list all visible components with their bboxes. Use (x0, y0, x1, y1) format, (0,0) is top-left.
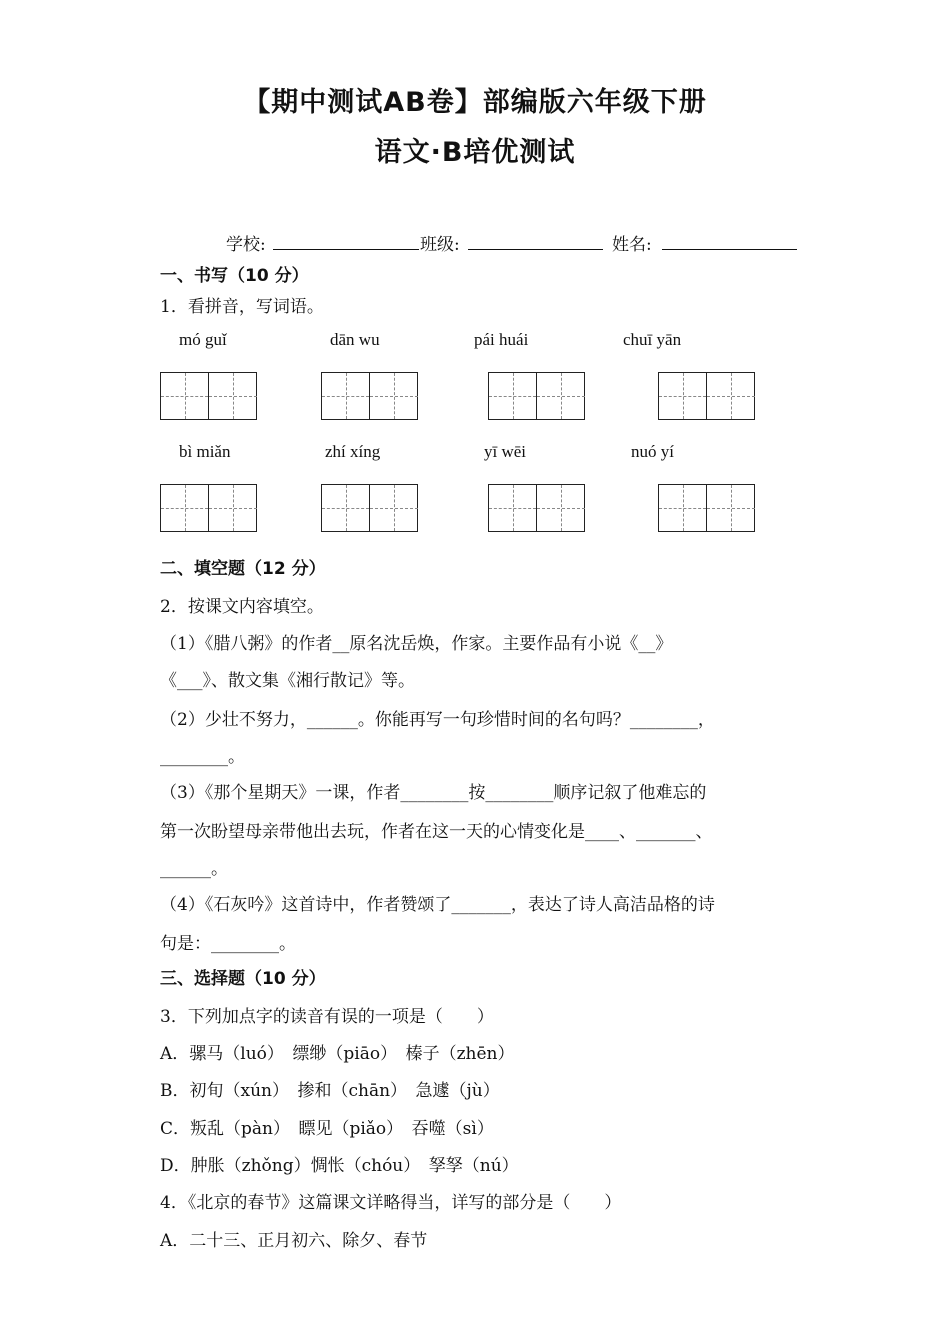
pinyin-2: dān wu (330, 330, 380, 349)
fill-line-6: 第一次盼望母亲带他出去玩，作者在这一天的心情变化是____、_______、 (160, 822, 713, 842)
writing-grid-5[interactable] (160, 484, 257, 532)
pinyin-6: zhí xíng (325, 442, 381, 461)
fill-line-9: 句是：________。 (160, 934, 296, 954)
q3-option-d[interactable]: D．肿胀（zhǒng）惆怅（chóu） 孥孥（nú） (160, 1156, 519, 1176)
q3-option-a[interactable]: A．骡马（luó） 缥缈（piāo） 榛子（zhēn） (160, 1044, 515, 1064)
fill-line-2: 《___》、散文集《湘行散记》等。 (160, 671, 415, 691)
name-blank[interactable] (662, 233, 797, 250)
question-3: 3．下列加点字的读音有误的一项是（ ） (160, 1007, 494, 1027)
writing-grid-2[interactable] (321, 372, 418, 420)
page-title-line1: 【期中测试AB卷】部编版六年级下册 (243, 87, 707, 118)
fill-line-4: ________。 (160, 747, 245, 767)
writing-grid-8[interactable] (658, 484, 755, 532)
pinyin-3: pái huái (474, 330, 529, 349)
section3-heading: 三、选择题（10 分） (160, 969, 326, 989)
page-title-line2: 语文·B培优测试 (374, 137, 576, 168)
class-label: 班级: (420, 235, 460, 255)
fill-line-5: （3）《那个星期天》一课，作者________按________顺序记叙了他难忘的 (160, 783, 707, 803)
writing-grid-6[interactable] (321, 484, 418, 532)
school-label: 学校: (226, 235, 266, 255)
fill-line-3: （2）少壮不努力，______。你能再写一句珍惜时间的名句吗？________， (160, 710, 715, 730)
section2-heading: 二、填空题（12 分） (160, 559, 326, 579)
class-blank[interactable] (468, 233, 603, 250)
pinyin-4: chuī yān (623, 330, 682, 349)
q3-option-b[interactable]: B．初旬（xún） 掺和（chān） 急遽（jù） (160, 1081, 500, 1101)
fill-line-7: ______。 (160, 859, 228, 879)
fill-line-8: （4）《石灰吟》这首诗中，作者赞颂了_______，表达了诗人高洁品格的诗 (160, 895, 715, 915)
writing-grid-3[interactable] (488, 372, 585, 420)
school-blank[interactable] (273, 233, 419, 250)
pinyin-5: bì miǎn (179, 442, 231, 461)
writing-grid-7[interactable] (488, 484, 585, 532)
pinyin-7: yī wēi (484, 442, 527, 461)
question-4: 4．《北京的春节》这篇课文详略得当，详写的部分是（ ） (160, 1193, 622, 1213)
pinyin-8: nuó yí (631, 442, 674, 461)
writing-grid-1[interactable] (160, 372, 257, 420)
q3-option-c[interactable]: C．叛乱（pàn） 瞟见（piǎo） 吞噬（sì） (160, 1119, 494, 1139)
question-1: 1．看拼音，写词语。 (160, 297, 324, 317)
pinyin-1: mó guǐ (179, 330, 227, 349)
section1-heading: 一、书写（10 分） (160, 266, 309, 286)
question-2: 2．按课文内容填空。 (160, 597, 324, 617)
name-label: 姓名: (612, 235, 652, 255)
fill-line-1: （1）《腊八粥》的作者__原名沈岳焕，作家。主要作品有小说《__》 (160, 634, 673, 654)
writing-grid-4[interactable] (658, 372, 755, 420)
q4-option-a[interactable]: A．二十三、正月初六、除夕、春节 (160, 1231, 428, 1251)
